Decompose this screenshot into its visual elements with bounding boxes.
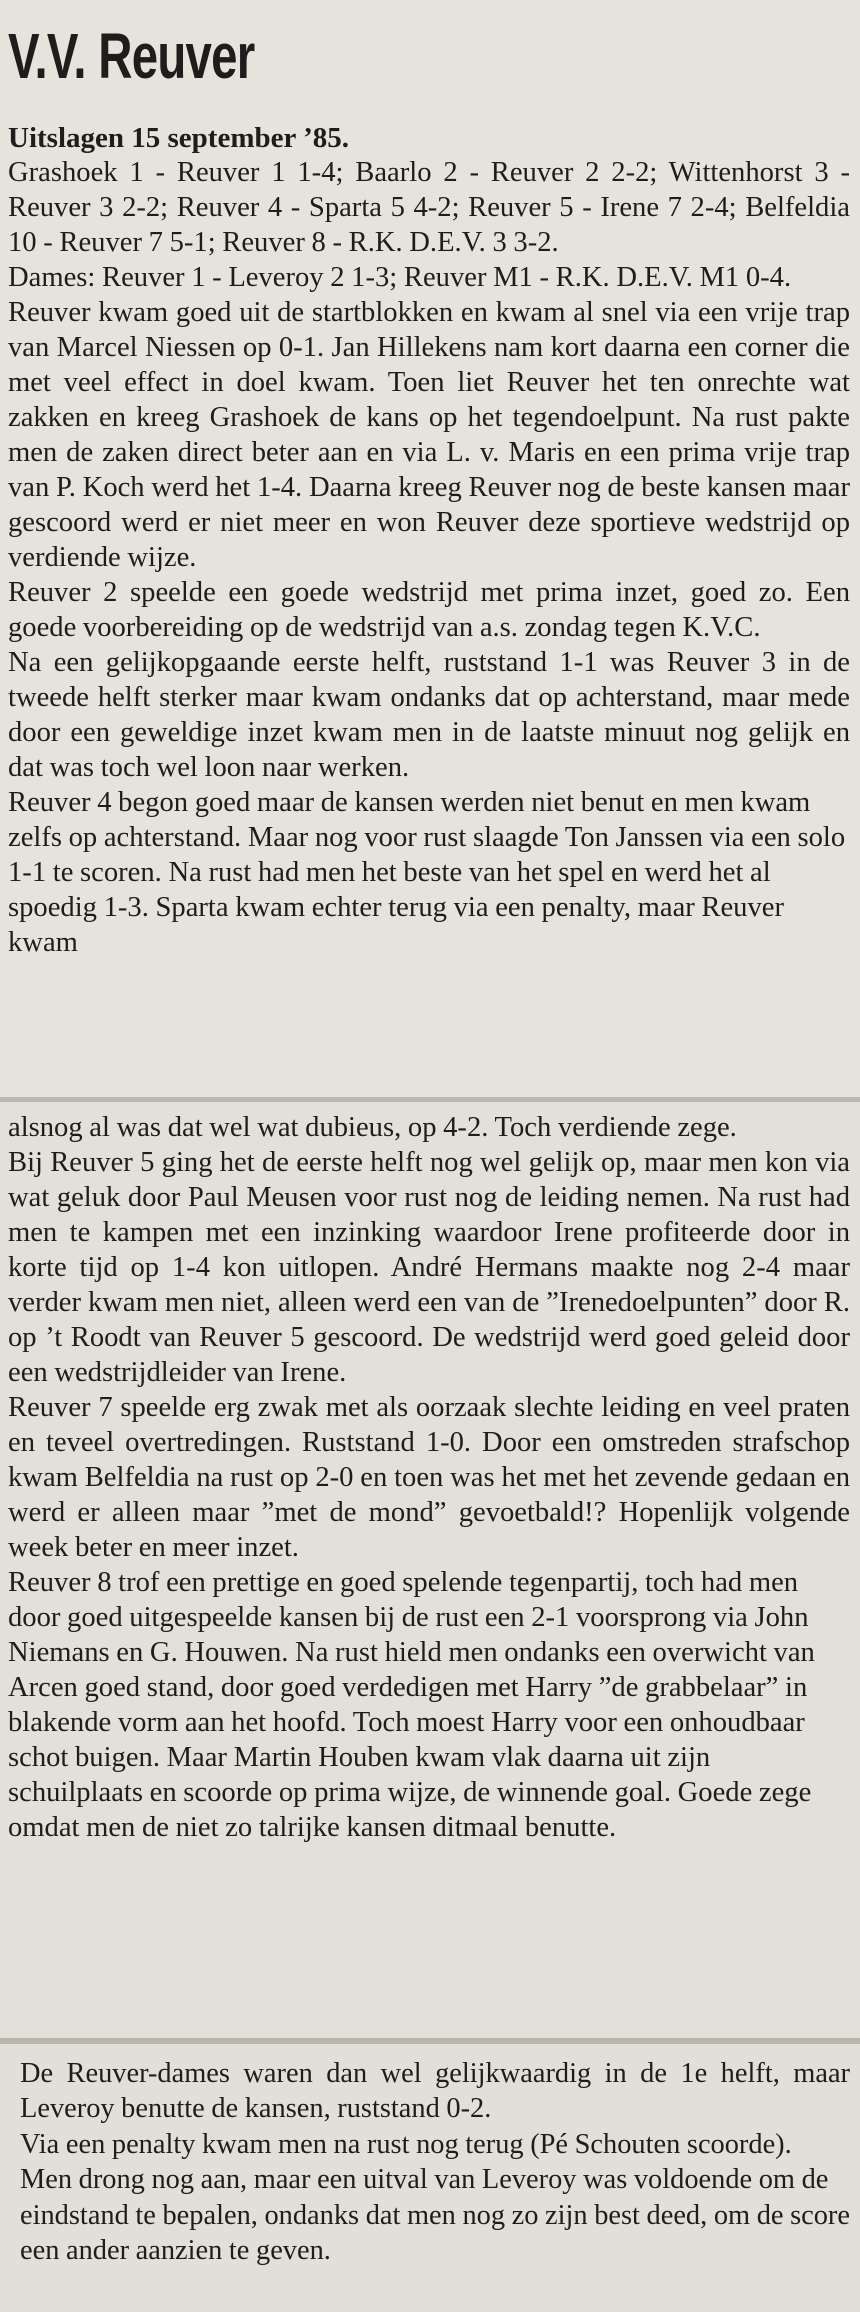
report-reuver-7: Reuver 7 speelde erg zwak met als oorzaak slechte leiding en veel praten en teveel overtredingen. Ruststand 1-0. Door een omstreden strafschop kwam Belfeldia na rust op 2-0 en toen was het met het zevende gedaan en werd er alleen maar ”met de mond” gevoetbald!? Hopenlijk volgende week beter en meer inzet.: [8, 1392, 850, 1563]
clipping-part-3: [0, 2044, 860, 2312]
report-reuver-4-end: alsnog al was dat wel wat dubieus, op 4-2. Toch verdiende zege.: [8, 1112, 737, 1143]
results-list-women: Dames: Reuver 1 - Leveroy 2 1-3; Reuver M1 - R.K. D.E.V. M1 0-4.: [8, 262, 792, 293]
report-ladies-first-half: De Reuver-dames waren dan wel gelijkwaardig in de 1e helft, maar Leveroy benutte de kansen, ruststand 0-2.: [20, 2058, 850, 2125]
clipping-part-2: [0, 1102, 860, 2038]
report-reuver-2: Reuver 2 speelde een goede wedstrijd met prima inzet, goed zo. Een goede voorbereiding op de wedstrijd van a.s. zondag tegen K.V.C.: [8, 577, 850, 643]
article-title: V.V. Reuver: [8, 20, 255, 92]
clipping-part-1: [0, 0, 860, 1100]
report-reuver-5: Bij Reuver 5 ging het de eerste helft nog wel gelijk op, maar men kon via wat geluk door Paul Meusen voor rust nog de leiding nemen. Na rust had men te kampen met een inzinking waardoor Irene profiteerde door in korte tijd op 1-4 kon uitlopen. André Hermans maakte nog 2-4 maar verder kwam men niet, alleen werd een van de ”Irenedoelpunten” door R. op ’t Roodt van Reuver 5 gescoord. De wedstrijd werd goed geleid door een wedstrijdleider van Irene.: [8, 1147, 850, 1388]
report-reuver-3: Na een gelijkopgaande eerste helft, ruststand 1-1 was Reuver 3 in de tweede helft sterker maar kwam ondanks dat op achterstand, maar mede door een geweldige inzet kwam men in de laatste minuut nog gelijk en dat was toch wel loon naar werken.: [8, 647, 850, 783]
results-list-men: Grashoek 1 - Reuver 1 1-4; Baarlo 2 - Reuver 2 2-2; Wittenhorst 3 - Reuver 3 2-2; Reuver 4 - Sparta 5 4-2; Reuver 5 - Irene 7 2-4; Belfeldia 10 - Reuver 7 5-1; Reuver 8 - R.K. D.E.V. 3 3-2.: [8, 157, 850, 258]
report-ladies-second-half: Via een penalty kwam men na rust nog terug (Pé Schouten scoorde). Men drong nog aan, maar een uitval van Leveroy was voldoende om de eindstand te bepalen, ondanks dat men nog zo zijn best deed, om de score een ander aanzien te geven.: [20, 2128, 850, 2267]
report-reuver-8: Reuver 8 trof een prettige en goed spelende tegenpartij, toch had men door goed uitgespeelde kansen bij de rust een 2-1 voorsprong via John Niemans en G. Houwen. Na rust hield men ondanks een overwicht van Arcen goed stand, door goed verdedigen met Harry ”de grabbelaar” in blakende vorm aan het hoofd. Toch moest Harry voor een onhoudbaar schot buigen. Maar Martin Houben kwam vlak daarna uit zijn schuilplaats en scoorde op prima wijze, de winnende goal. Goede zege omdat men de niet zo talrijke kansen ditmaal benutte.: [8, 1567, 815, 1843]
report-reuver-1: Reuver kwam goed uit de startblokken en kwam al snel via een vrije trap van Marcel Niessen op 0-1. Jan Hillekens nam kort daarna een corner die met veel effect in doel kwam. Toen liet Reuver het ten onrechte wat zakken en kreeg Grashoek de kans op het tegendoelpunt. Na rust pakte men de zaken direct beter aan en via L. v. Maris en een prima vrije trap van P. Koch werd het 1-4. Daarna kreeg Reuver nog de beste kansen maar gescoord werd er niet meer en won Reuver deze sportieve wedstrijd op verdiende wijze.: [8, 297, 850, 573]
results-date-heading: Uitslagen 15 september ’85.: [8, 122, 349, 154]
report-reuver-4-start: Reuver 4 begon goed maar de kansen werden niet benut en men kwam zelfs op achterstand. Maar nog voor rust slaagde Ton Janssen via een solo 1-1 te scoren. Na rust had men het beste van het spel en werd het al spoedig 1-3. Sparta kwam echter terug via een penalty, maar Reuver kwam: [8, 787, 846, 958]
